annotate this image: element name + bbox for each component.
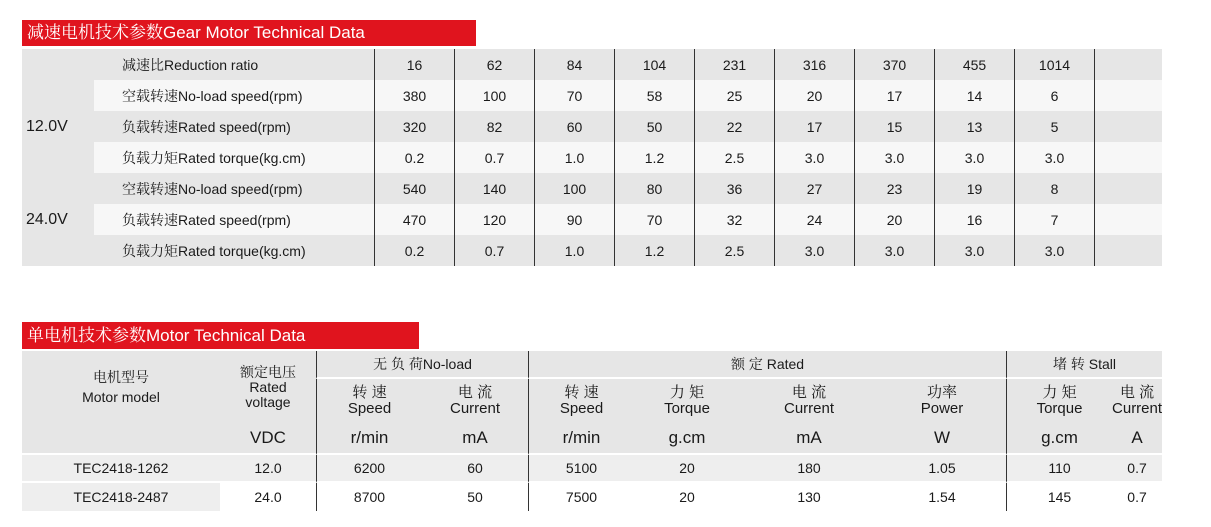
- subheader-cell: [878, 379, 1006, 423]
- unit-cell: VDC: [220, 423, 316, 455]
- value-cell: 60: [534, 111, 614, 142]
- unit-cell: g.cm: [1006, 423, 1112, 455]
- value-cell: 3.0: [934, 235, 1014, 266]
- value-cell: 3.0: [774, 235, 854, 266]
- table-row: [22, 235, 1162, 266]
- row-label: 空载转速No-load speed(rpm): [94, 173, 374, 204]
- value-cell: 140: [454, 173, 534, 204]
- value-cell: 470: [374, 204, 454, 235]
- ratio-cell: 231: [694, 49, 774, 80]
- value-cell: 15: [854, 111, 934, 142]
- ratio-cell: 16: [374, 49, 454, 80]
- stall-header: 堵 转 Stall: [1006, 351, 1162, 379]
- value-cell: 2.5: [694, 142, 774, 173]
- model-header-en: Motor model: [82, 389, 160, 405]
- ratio-cell: 316: [774, 49, 854, 80]
- value-cell: 0.7: [1112, 483, 1162, 511]
- row-label: 负载力矩Rated torque(kg.cm): [94, 235, 374, 266]
- value-cell: 20: [634, 483, 740, 511]
- value-cell: 24: [774, 204, 854, 235]
- subheader-cell: [316, 379, 422, 423]
- subheader-cn: 力 矩: [669, 384, 705, 401]
- value-cell: 36: [694, 173, 774, 204]
- value-cell: 90: [534, 204, 614, 235]
- value-cell: 80: [614, 173, 694, 204]
- unit-cell: g.cm: [634, 423, 740, 455]
- value-cell: 1.0: [534, 142, 614, 173]
- subheader-cn: 电 流: [791, 384, 827, 401]
- value-cell: 20: [774, 80, 854, 111]
- row-label: 负载转速Rated speed(rpm): [94, 111, 374, 142]
- value-cell: 0.7: [454, 142, 534, 173]
- value-cell: 120: [454, 204, 534, 235]
- table-row: [22, 80, 1162, 111]
- voltage-cell: 12.0V: [22, 80, 94, 173]
- value-cell: 180: [740, 455, 878, 483]
- value-cell: 1.05: [878, 455, 1006, 483]
- value-cell: 3.0: [1014, 142, 1094, 173]
- unit-cell: W: [878, 423, 1006, 455]
- value-cell: 0.7: [454, 235, 534, 266]
- subheader-cn: 转 速: [352, 384, 387, 401]
- row-label: 负载力矩Rated torque(kg.cm): [94, 142, 374, 173]
- value-cell: 3.0: [854, 142, 934, 173]
- ratio-cell: 455: [934, 49, 1014, 80]
- value-cell: 1.2: [614, 235, 694, 266]
- subheader-cn: 电 流: [1119, 384, 1155, 401]
- ratio-cell: 62: [454, 49, 534, 80]
- value-cell: 320: [374, 111, 454, 142]
- table-row: [22, 173, 1162, 204]
- units-corner-cell: [22, 423, 220, 455]
- value-cell: 0.7: [1112, 455, 1162, 483]
- value-cell: 24.0: [220, 483, 316, 511]
- subheader-cn: 功率: [927, 384, 958, 401]
- table-row: [22, 204, 1162, 235]
- table-row: [22, 111, 1162, 142]
- ratio-cell: 370: [854, 49, 934, 80]
- value-cell: 22: [694, 111, 774, 142]
- value-cell: 145: [1006, 483, 1112, 511]
- gear-motor-table: [22, 49, 1162, 266]
- value-cell: 7500: [528, 483, 634, 511]
- unit-cell: r/min: [528, 423, 634, 455]
- ratio-corner-cell: [22, 49, 94, 80]
- value-cell: 540: [374, 173, 454, 204]
- reduction-ratio-row: [22, 49, 1162, 80]
- value-cell: 8: [1014, 173, 1094, 204]
- value-cell: 50: [422, 483, 528, 511]
- subheader-cell: [422, 379, 528, 423]
- value-cell: 70: [534, 80, 614, 111]
- unit-cell: r/min: [316, 423, 422, 455]
- subheader-cell: [1112, 379, 1162, 423]
- value-cell: 50: [614, 111, 694, 142]
- value-cell: 20: [634, 455, 740, 483]
- ratio-cell: 84: [534, 49, 614, 80]
- unit-cell: mA: [422, 423, 528, 455]
- value-cell: 27: [774, 173, 854, 204]
- value-cell: 16: [934, 204, 1014, 235]
- value-cell: 82: [454, 111, 534, 142]
- voltage-header-cn: 额定电压: [240, 363, 296, 380]
- subheader-cell: [1006, 379, 1112, 423]
- gear-table-title: 减速电机技术参数Gear Motor Technical Data: [22, 20, 476, 46]
- subheader-en: Current: [783, 400, 835, 417]
- value-cell: 58: [614, 80, 694, 111]
- noload-header: 无 负 荷No-load: [316, 351, 528, 379]
- value-cell: 32: [694, 204, 774, 235]
- value-cell: 3.0: [1014, 235, 1094, 266]
- unit-cell: mA: [740, 423, 878, 455]
- value-cell: 1.54: [878, 483, 1006, 511]
- value-cell: 19: [934, 173, 1014, 204]
- empty-cell: [1094, 142, 1162, 173]
- value-cell: 13: [934, 111, 1014, 142]
- subheader-cn: 电 流: [457, 384, 493, 401]
- header-row: [22, 351, 1162, 379]
- value-cell: 8700: [316, 483, 422, 511]
- model-header: [22, 351, 220, 423]
- value-cell: 12.0: [220, 455, 316, 483]
- table-row: [22, 142, 1162, 173]
- value-cell: 5100: [528, 455, 634, 483]
- ratio-cell: 1014: [1014, 49, 1094, 80]
- subheader-en: Torque: [664, 400, 710, 417]
- model-header-cn: 电机型号: [93, 369, 149, 385]
- value-cell: 0.2: [374, 235, 454, 266]
- subheader-en: Current: [449, 400, 501, 417]
- value-cell: 7: [1014, 204, 1094, 235]
- value-cell: 3.0: [854, 235, 934, 266]
- value-cell: 25: [694, 80, 774, 111]
- empty-cell: [1094, 235, 1162, 266]
- row-label: 减速比Reduction ratio: [94, 49, 374, 80]
- row-label: 空载转速No-load speed(rpm): [94, 80, 374, 111]
- value-cell: 23: [854, 173, 934, 204]
- subheader-cell: [740, 379, 878, 423]
- table-row: [22, 483, 1162, 511]
- subheader-en: Current: [1112, 400, 1163, 417]
- value-cell: 380: [374, 80, 454, 111]
- empty-cell: [1094, 80, 1162, 111]
- value-cell: 100: [454, 80, 534, 111]
- voltage-header-en2: voltage: [245, 393, 291, 410]
- subheader-en: Speed: [347, 400, 392, 417]
- value-cell: 17: [774, 111, 854, 142]
- value-cell: 1.0: [534, 235, 614, 266]
- value-cell: 3.0: [774, 142, 854, 173]
- subheader-en: Torque: [1036, 400, 1083, 417]
- model-cell: TEC2418-1262: [22, 455, 220, 483]
- value-cell: 14: [934, 80, 1014, 111]
- value-cell: 17: [854, 80, 934, 111]
- value-cell: 20: [854, 204, 934, 235]
- model-cell: TEC2418-2487: [22, 483, 220, 511]
- value-cell: 5: [1014, 111, 1094, 142]
- unit-cell: A: [1112, 423, 1162, 455]
- value-cell: 70: [614, 204, 694, 235]
- value-cell: 2.5: [694, 235, 774, 266]
- value-cell: 3.0: [934, 142, 1014, 173]
- row-label: 负载转速Rated speed(rpm): [94, 204, 374, 235]
- subheader-cn: 转 速: [564, 384, 599, 401]
- voltage-header: [220, 351, 316, 423]
- value-cell: 6200: [316, 455, 422, 483]
- ratio-cell: 104: [614, 49, 694, 80]
- voltage-header-en1: Rated: [249, 378, 287, 395]
- rated-header: 额 定 Rated: [528, 351, 1006, 379]
- subheader-en: Speed: [559, 400, 604, 417]
- value-cell: 6: [1014, 80, 1094, 111]
- value-cell: 130: [740, 483, 878, 511]
- value-cell: 0.2: [374, 142, 454, 173]
- empty-cell: [1094, 204, 1162, 235]
- empty-cell: [1094, 111, 1162, 142]
- motor-table: [22, 351, 1162, 511]
- empty-cell: [1094, 173, 1162, 204]
- value-cell: 100: [534, 173, 614, 204]
- table-row: [22, 455, 1162, 483]
- motor-table-title: 单电机技术参数Motor Technical Data: [22, 322, 419, 349]
- value-cell: 110: [1006, 455, 1112, 483]
- value-cell: 1.2: [614, 142, 694, 173]
- subheader-cn: 力 矩: [1042, 384, 1077, 401]
- subheader-cell: [634, 379, 740, 423]
- subheader-cell: [528, 379, 634, 423]
- subheader-en: Power: [920, 400, 964, 417]
- value-cell: 60: [422, 455, 528, 483]
- voltage-cell: 24.0V: [22, 173, 94, 266]
- empty-cell: [1094, 49, 1162, 80]
- units-row: [22, 423, 1162, 455]
